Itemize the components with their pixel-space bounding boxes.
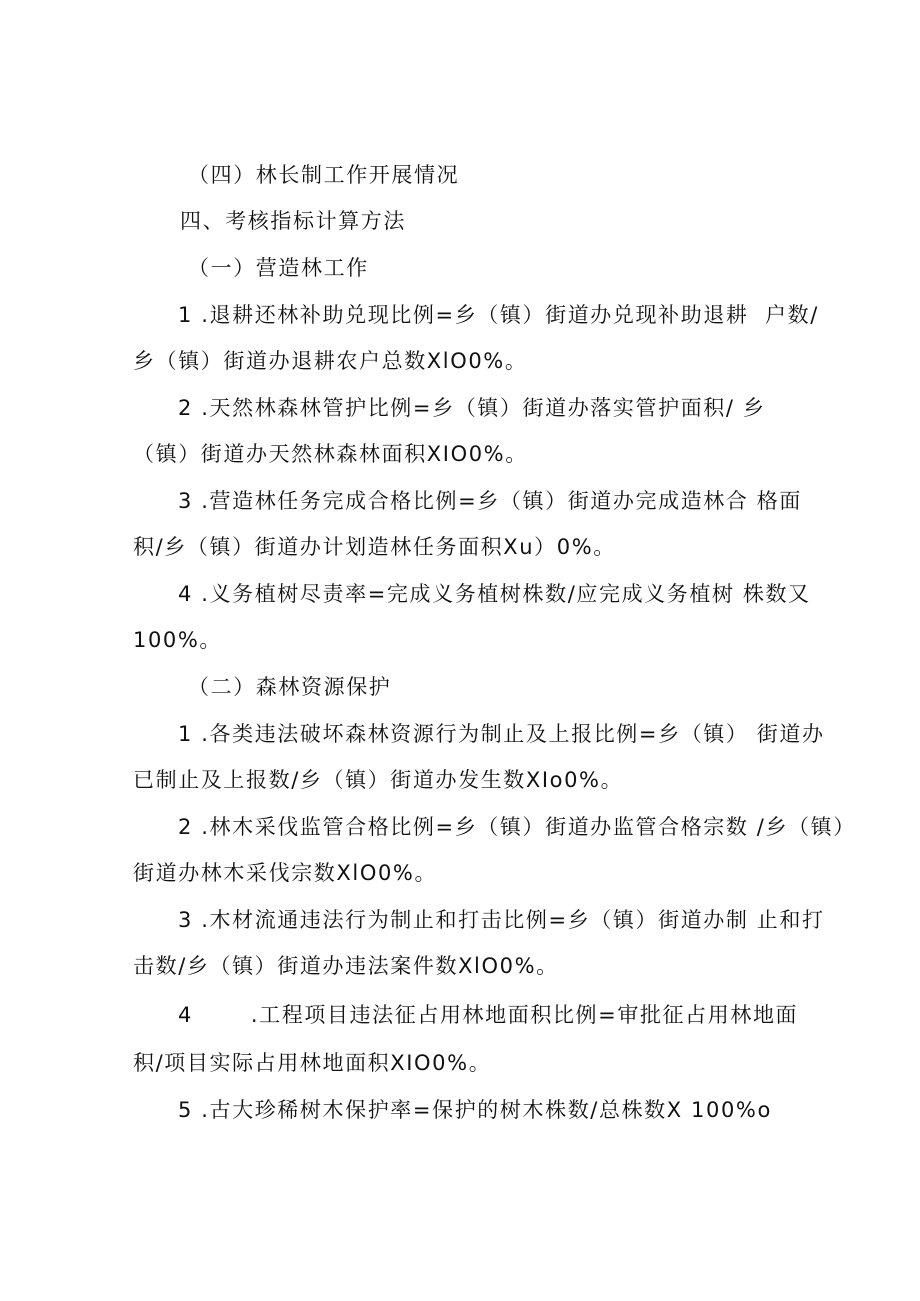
protection-item-1-line-1: 1 .各类违法破坏森林资源行为制止及上报比例=乡（镇） 街道办	[178, 722, 825, 746]
item-4-line-2: 100%。	[133, 628, 223, 652]
item-3-line-2: 积/乡（镇）街道办计划造林任务面积Xu）0%。	[133, 535, 616, 559]
protection-item-2-line-2: 街道办林木采伐宗数XlO0%。	[133, 861, 438, 885]
protection-item-1-line-2: 已制止及上报数/乡（镇）街道办发生数XIo0%。	[133, 768, 624, 792]
protection-item-3-line-1: 3 .木材流通违法行为制止和打击比例=乡（镇）街道办制 止和打	[178, 908, 825, 932]
heading-section-4-1: （四）林长制工作开展情况	[188, 163, 460, 187]
item-2-line-1: 2 .天然林森林管护比例=乡（镇）街道办落实管护面积/ 乡	[178, 396, 766, 420]
protection-item-4-line-1: 4 .工程项目违法征占用林地面积比例=审批征占用林地面	[178, 1003, 799, 1027]
item-1-line-2: 乡（镇）街道办退耕农户总数XlO0%。	[133, 349, 528, 373]
protection-item-2-line-1: 2 .林木采伐监管合格比例=乡（镇）街道办监管合格宗数 /乡（镇）	[178, 815, 856, 839]
item-2-line-2: （镇）街道办天然林森林面积XIO0%。	[133, 442, 528, 466]
heading-forest-protection: （二）森林资源保护	[188, 675, 392, 699]
heading-assessment-methods: 四、考核指标计算方法	[180, 209, 406, 233]
item-3-line-1: 3 .营造林任务完成合格比例=乡（镇）街道办完成造林合 格面	[178, 489, 802, 513]
item-4-line-1: 4 .义务植树尽责率=完成义务植树株数/应完成义务植树 株数又	[178, 582, 811, 606]
item-1-line-1: 1 .退耕还林补助兑现比例=乡（镇）街道办兑现补助退耕 户数/	[178, 303, 819, 327]
protection-item-4-line-2: 积/项目实际占用林地面积XIO0%。	[133, 1051, 492, 1075]
heading-afforestation: （一）营造林工作	[188, 256, 369, 280]
protection-item-5: 5 .古大珍稀树木保护率=保护的树木株数/总株数X 100%o	[178, 1098, 772, 1122]
protection-item-3-line-2: 击数/乡（镇）街道办违法案件数XlO0%。	[133, 954, 559, 978]
